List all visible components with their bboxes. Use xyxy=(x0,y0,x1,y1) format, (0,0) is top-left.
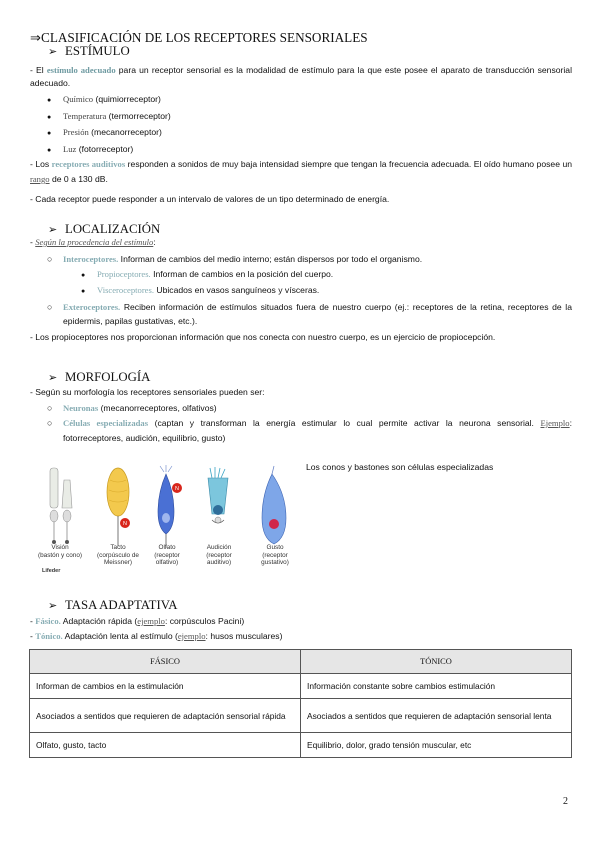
svg-text:N: N xyxy=(123,521,127,527)
page-number: 2 xyxy=(563,796,568,807)
smell-cell-icon xyxy=(158,465,182,548)
table-row xyxy=(30,674,572,699)
estimulo-auditivos: - Los receptores auditivos responden a sonidos de muy baja intensidad siempre que tengan la frecuencia adecuada. El oído humano posee un rango de 0 a 130 dB. xyxy=(30,159,573,184)
list-item-interoceptores: ○ Interoceptores. Informan de cambios del medio interno; están dispersos por todo el organismo. xyxy=(47,252,572,267)
estimulo-intro: - El estímulo adecuado para un receptor sensorial es la modalidad de estímulo para la que este posee el aparato de transducción sensorial adecuado. xyxy=(30,65,572,88)
arrow-bullet-icon: ➢ xyxy=(48,372,58,384)
morfologia-list xyxy=(47,401,572,446)
table-cell: Asociados a sentidos que requieren de adaptación sensorial rápida xyxy=(30,699,301,733)
table-cell: Informan de cambios en la estimulación xyxy=(30,674,301,699)
table-header-tonico: TÓNICO xyxy=(301,650,572,674)
list-item-exteroceptores: ○ Exteroceptores. Reciben información de estímulos situados fuera de nuestro cuerpo (ej.: receptores de la retina, receptores de la epidermis, papilas gustativas, etc.). xyxy=(47,300,572,329)
morfologia-intro: - Según su morfología los receptores sensoriales pueden ser: xyxy=(30,387,265,397)
section-heading-tasa: ➢ TASA ADAPTATIVA xyxy=(48,598,178,612)
table-header-row xyxy=(30,650,572,674)
term-estimulo-adecuado: estímulo adecuado xyxy=(46,65,116,75)
localizacion-list xyxy=(47,252,572,329)
figure-label-gusto: Gusto (receptor gustativo) xyxy=(261,544,289,566)
table-header-fasico: FÁSICO xyxy=(30,650,301,674)
bullet-icon: ● xyxy=(47,113,52,121)
figure-label-vision: Visión (bastón y cono) xyxy=(37,544,83,559)
figure-label-tacto: Tacto (corpúsculo de Meissner) xyxy=(97,544,139,566)
list-item-neuronas: ○ Neuronas (mecanorreceptores, olfativos) xyxy=(47,401,572,416)
tasa-table-wrapper xyxy=(29,649,572,758)
bullet-icon: ● xyxy=(81,288,86,296)
vision-cell-icon xyxy=(50,468,72,544)
list-item: ● Químico (quimiorreceptor) xyxy=(47,92,171,109)
table-cell: Información constante sobre cambios estimulación xyxy=(301,674,572,699)
bullet-icon: ● xyxy=(47,97,52,104)
localizacion-segun: - Según la procedencia del estímulo: xyxy=(30,237,156,247)
list-item: ● Temperatura (termorreceptor) xyxy=(47,109,171,126)
list-item-celulas: ○ Células especializadas (captan y transforman la energía estimular lo cual permite activar la neurona sensorial. Ejemplo: fotorreceptores, audición, equilibrio, gusto) xyxy=(47,416,572,446)
circle-bullet-icon: ○ xyxy=(47,418,53,428)
circle-bullet-icon: ○ xyxy=(47,254,53,264)
receptor-illustrations xyxy=(36,462,298,554)
table-row xyxy=(30,733,572,758)
hearing-cell-icon xyxy=(208,467,228,523)
bullet-icon: ● xyxy=(81,271,86,279)
estimulo-intervalo: - Cada receptor puede responder a un intervalo de valores de un tipo determinado de energía. xyxy=(30,194,390,204)
estimulo-list xyxy=(47,92,171,158)
arrow-bullet-icon: ➢ xyxy=(48,46,58,58)
arrow-bullet-icon: ➢ xyxy=(48,224,58,236)
section-heading-estimulo xyxy=(48,44,130,59)
arrow-bullet-icon: ➢ xyxy=(48,600,58,612)
tasa-tonico: - Tónico. Adaptación lenta al estímulo (ejemplo: husos musculares) xyxy=(30,631,283,641)
svg-text:N: N xyxy=(175,486,179,492)
taste-cell-icon xyxy=(262,466,286,544)
table-cell: Equilibrio, dolor, grado tensión muscular, etc xyxy=(301,733,572,758)
table-cell: Olfato, gusto, tacto xyxy=(30,733,301,758)
page-title: ⇒CLASIFICACIÓN DE LOS RECEPTORES SENSORIALES xyxy=(30,30,368,45)
circle-bullet-icon: ○ xyxy=(47,403,53,413)
figure-source-tag: Lifeder xyxy=(42,568,61,574)
touch-cell-icon xyxy=(107,468,130,546)
circle-bullet-icon: ○ xyxy=(47,301,53,312)
receptor-figure xyxy=(36,462,298,582)
bullet-icon: ● xyxy=(47,146,52,154)
list-item: ● Luz (fotorreceptor) xyxy=(47,142,171,159)
table-cell: Asociados a sentidos que requieren de adaptación sensorial lenta xyxy=(301,699,572,733)
bullet-icon: ● xyxy=(47,130,52,138)
heading-text: ESTÍMULO xyxy=(65,44,130,58)
figure-label-audicion: Audición (receptor auditivo) xyxy=(206,544,232,566)
figure-caption: Los conos y bastones son células especializadas xyxy=(306,462,494,472)
tasa-fasico: - Fásico. Adaptación rápida (ejemplo: corpúsculos Pacini) xyxy=(30,616,245,626)
tasa-table xyxy=(29,649,572,758)
section-heading-localizacion: ➢ LOCALIZACIÓN xyxy=(48,222,161,236)
section-heading-morfologia: ➢ MORFOLOGÍA xyxy=(48,370,151,384)
table-row xyxy=(30,699,572,733)
term-receptores-auditivos: receptores auditivos xyxy=(51,159,126,169)
list-item-visceroceptores: ● Visceroceptores. Ubicados en vasos sanguíneos y vísceras. xyxy=(47,283,572,300)
list-item: ● Presión (mecanorreceptor) xyxy=(47,125,171,142)
localizacion-note: - Los propioceptores nos proporcionan información que nos conecta con nuestro cuerpo, es un ejercicio de propiocepción. xyxy=(30,332,496,342)
figure-label-olfato: Olfato (receptor olfativo) xyxy=(154,544,180,566)
list-item-propioceptores: ● Propioceptores. Informan de cambios en la posición del cuerpo. xyxy=(47,267,572,284)
